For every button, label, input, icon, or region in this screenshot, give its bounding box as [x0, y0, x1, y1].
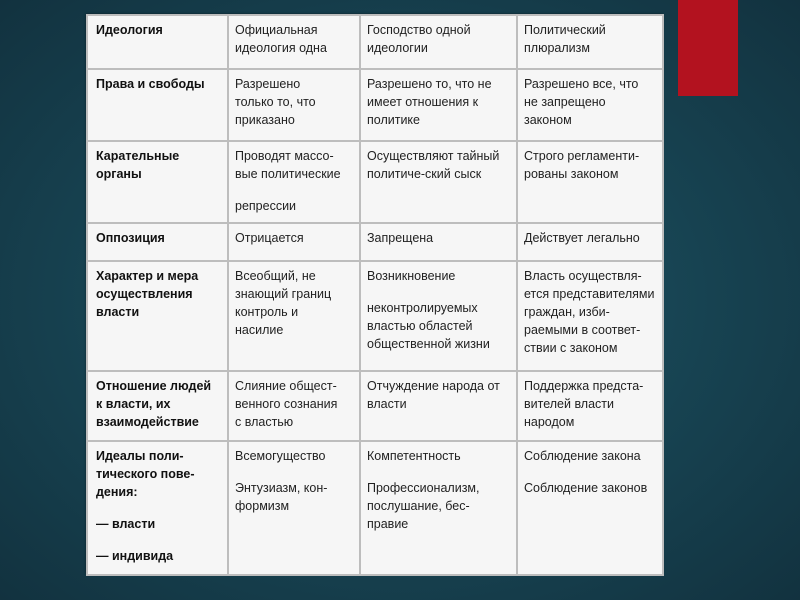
cell-text: ется представителями: [524, 287, 655, 301]
comparison-table-container: [86, 14, 662, 574]
cell-text: — власти: [96, 517, 156, 531]
cell-text: Официальная: [235, 23, 318, 37]
row-header: [87, 15, 228, 69]
cell-text: с властью: [235, 415, 294, 429]
cell-text: Права и свободы: [96, 77, 205, 91]
cell-text: власти: [96, 305, 140, 319]
cell-text: венного сознания: [235, 397, 338, 411]
cell-text: знающий границ: [235, 287, 332, 301]
cell-text: раемыми в соответ-: [524, 323, 641, 337]
cell-text: Действует легально: [524, 231, 640, 245]
cell-text: Отношение людей: [96, 379, 212, 393]
cell-text: тического пове-: [96, 467, 195, 481]
cell-text: Осуществляют тайный: [367, 149, 500, 163]
cell-text: политике: [367, 113, 420, 127]
cell-text: взаимодействие: [96, 415, 199, 429]
cell-text: законом: [524, 113, 572, 127]
row-header: [87, 69, 228, 141]
cell-text: Власть осуществля-: [524, 269, 642, 283]
cell-text: политиче-ский сыск: [367, 167, 482, 181]
cell-text: Компетентность: [367, 449, 461, 463]
table-cell: [228, 69, 360, 141]
cell-text: граждан, изби-: [524, 305, 610, 319]
comparison-table: [86, 14, 664, 576]
cell-text: Профессионализм,: [367, 481, 480, 495]
cell-text: властью областей: [367, 319, 473, 333]
table-row-behavior-ideals: [87, 441, 663, 575]
row-header: [87, 223, 228, 261]
table-cell: [360, 371, 517, 441]
table-cell: [228, 441, 360, 575]
table-row-punitive-organs: [87, 141, 663, 223]
cell-text: власти: [367, 397, 407, 411]
table-cell: [360, 15, 517, 69]
table-cell: [517, 441, 663, 575]
cell-text: только то, что: [235, 95, 316, 109]
cell-text: Соблюдение законов: [524, 481, 648, 495]
cell-text: имеет отношения к: [367, 95, 479, 109]
cell-text: Слияние общест-: [235, 379, 337, 393]
cell-text: осуществления: [96, 287, 193, 301]
cell-text: Политический: [524, 23, 606, 37]
cell-text: рованы законом: [524, 167, 619, 181]
cell-text: Разрешено: [235, 77, 301, 91]
cell-text: контроль и: [235, 305, 299, 319]
table-cell: [228, 15, 360, 69]
row-header: [87, 141, 228, 223]
table-row-power-character: [87, 261, 663, 371]
cell-text: народом: [524, 415, 575, 429]
cell-text: идеологии: [367, 41, 428, 55]
table-row-people-relation: [87, 371, 663, 441]
cell-text: не запрещено: [524, 95, 606, 109]
cell-text: идеология одна: [235, 41, 327, 55]
cell-text: Разрешено все, что: [524, 77, 639, 91]
cell-text: к власти, их: [96, 397, 171, 411]
cell-text: Идеалы поли-: [96, 449, 184, 463]
cell-text: Отрицается: [235, 231, 304, 245]
table-cell: [517, 15, 663, 69]
table-row-rights: [87, 69, 663, 141]
cell-text: вителей власти: [524, 397, 615, 411]
table-cell: [360, 261, 517, 371]
cell-text: правие: [367, 517, 409, 531]
cell-text: Разрешено то, что не: [367, 77, 492, 91]
cell-text: дения:: [96, 485, 138, 499]
cell-text: приказано: [235, 113, 295, 127]
table-cell: [517, 261, 663, 371]
cell-text: насилие: [235, 323, 284, 337]
cell-text: Карательные: [96, 149, 180, 163]
cell-text: неконтролируемых: [367, 301, 478, 315]
cell-text: Строго регламенти-: [524, 149, 640, 163]
cell-text: Поддержка предста-: [524, 379, 644, 393]
cell-text: Отчуждение народа от: [367, 379, 500, 393]
cell-text: Проводят массо-: [235, 149, 334, 163]
table-cell: [228, 371, 360, 441]
cell-text: Всемогущество: [235, 449, 326, 463]
cell-text: формизм: [235, 499, 290, 513]
red-accent-bar: [678, 0, 738, 96]
cell-text: Энтузиазм, кон-: [235, 481, 328, 495]
cell-text: Оппозиция: [96, 231, 165, 245]
table-row-opposition: [87, 223, 663, 261]
table-cell: [517, 371, 663, 441]
row-header: [87, 371, 228, 441]
table-cell: [360, 441, 517, 575]
cell-text: репрессии: [235, 199, 297, 213]
table-cell: [517, 69, 663, 141]
table-row-ideology: [87, 15, 663, 69]
cell-text: Запрещена: [367, 231, 434, 245]
table-cell: [228, 141, 360, 223]
cell-text: Соблюдение закона: [524, 449, 641, 463]
cell-text: Характер и мера: [96, 269, 199, 283]
cell-text: — индивида: [96, 549, 174, 563]
cell-text: Идеология: [96, 23, 163, 37]
cell-text: послушание, бес-: [367, 499, 470, 513]
table-cell: [228, 223, 360, 261]
cell-text: органы: [96, 167, 142, 181]
table-cell: [360, 223, 517, 261]
row-header: [87, 261, 228, 371]
cell-text: вые политические: [235, 167, 341, 181]
table-cell: [360, 69, 517, 141]
cell-text: плюрализм: [524, 41, 590, 55]
table-cell: [517, 223, 663, 261]
row-header: [87, 441, 228, 575]
table-cell: [517, 141, 663, 223]
cell-text: общественной жизни: [367, 337, 490, 351]
table-cell: [228, 261, 360, 371]
cell-text: Возникновение: [367, 269, 456, 283]
table-cell: [360, 141, 517, 223]
cell-text: Всеобщий, не: [235, 269, 316, 283]
cell-text: ствии с законом: [524, 341, 618, 355]
cell-text: Господство одной: [367, 23, 471, 37]
